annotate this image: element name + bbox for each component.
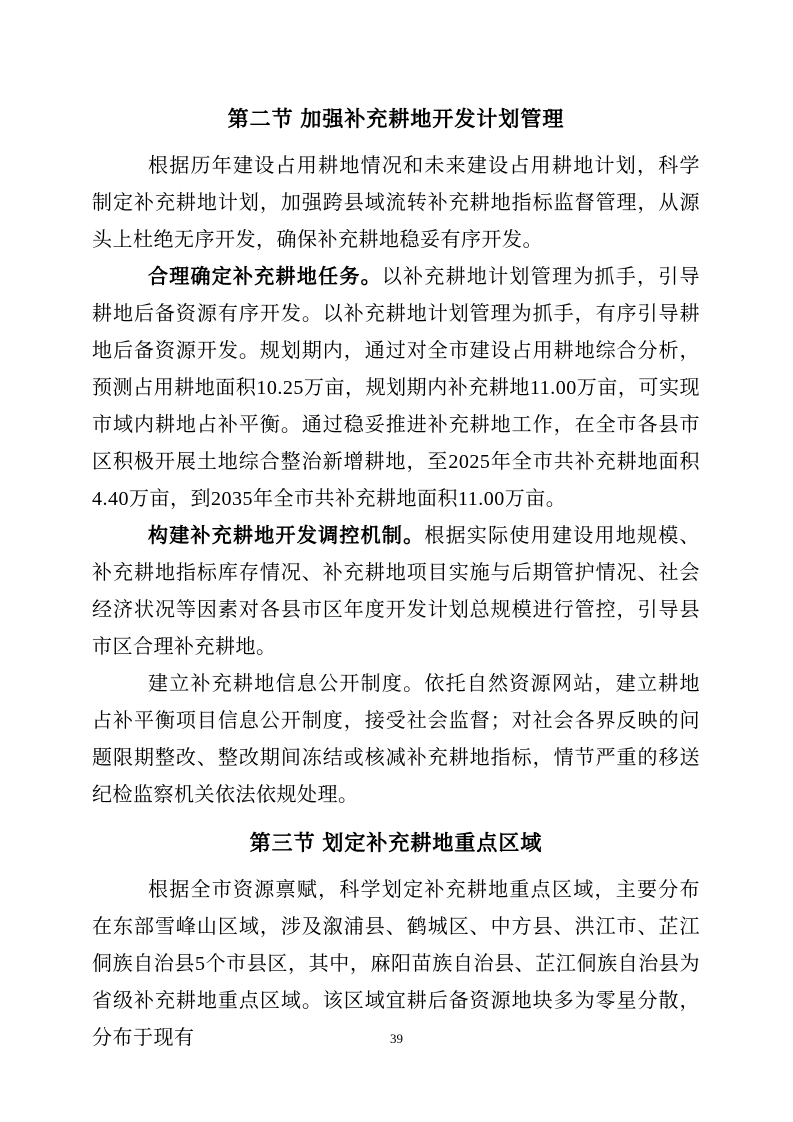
paragraph-text: 建立补充耕地信息公开制度。依托自然资源网站，建立耕地占补平衡项目信息公开制度，接受社会监督；对社会各界反映的问题限期整改、整改期间冻结或核减补充耕地指标，情节严重的移送纪检监察机关依法依规处理。 [92,673,700,806]
paragraph-lead: 合理确定补充耕地任务。 [148,266,382,288]
paragraph-lead: 构建补充耕地开发调控机制。 [148,525,425,547]
paragraph-text: 根据实际使用建设用地规模、补充耕地指标库存情况、补充耕地项目实施与后期管护情况、社会经济状况等因素对各县市区年度开发计划总规模进行管控，引导县市区合理补充耕地。 [92,525,701,658]
section-heading-2: 第二节 加强补充耕地开发计划管理 [227,108,565,131]
paragraph [92,518,700,666]
paragraph [92,259,700,518]
paragraph-text: 根据全市资源禀赋，科学划定补充耕地重点区域，主要分布在东部雪峰山区域，涉及溆浦县、鹤城区、中方县、洪江市、芷江侗族自治县5个市县区，其中，麻阳苗族自治县、芷江侗族自治县为省级补充耕地重点区域。该区域宜耕后备资源地块多为零星分散，分布于现有 [92,879,700,1049]
paragraph-text: 以补充耕地计划管理为抓手，引导耕地后备资源有序开发。以补充耕地计划管理为抓手，有序引导耕地后备资源开发。规划期内，通过对全市建设占用耕地综合分析，预测占用耕地面积10.25万亩，规划期内补充耕地11.00万亩，可实现市域内耕地占补平衡。通过稳妥推进补充耕地工作，在全市各县市区积极开展土地综合整治新增耕地，至2025年全市共补充耕地面积4.40万亩，到2035年全市共补充耕地面积11.00万亩。 [92,266,701,510]
paragraph [92,872,700,1057]
paragraph [92,148,700,259]
paragraph-text: 根据历年建设占用耕地情况和未来建设占用耕地计划，科学制定补充耕地计划，加强跨县域流转补充耕地指标监督管理，从源头上杜绝无序开发，确保补充耕地稳妥有序开发。 [92,155,700,251]
page-number: 39 [390,1031,403,1046]
paragraph [92,666,700,814]
section-heading-3: 第三节 划定补充耕地重点区域 [249,832,543,855]
page-content [92,105,700,1057]
